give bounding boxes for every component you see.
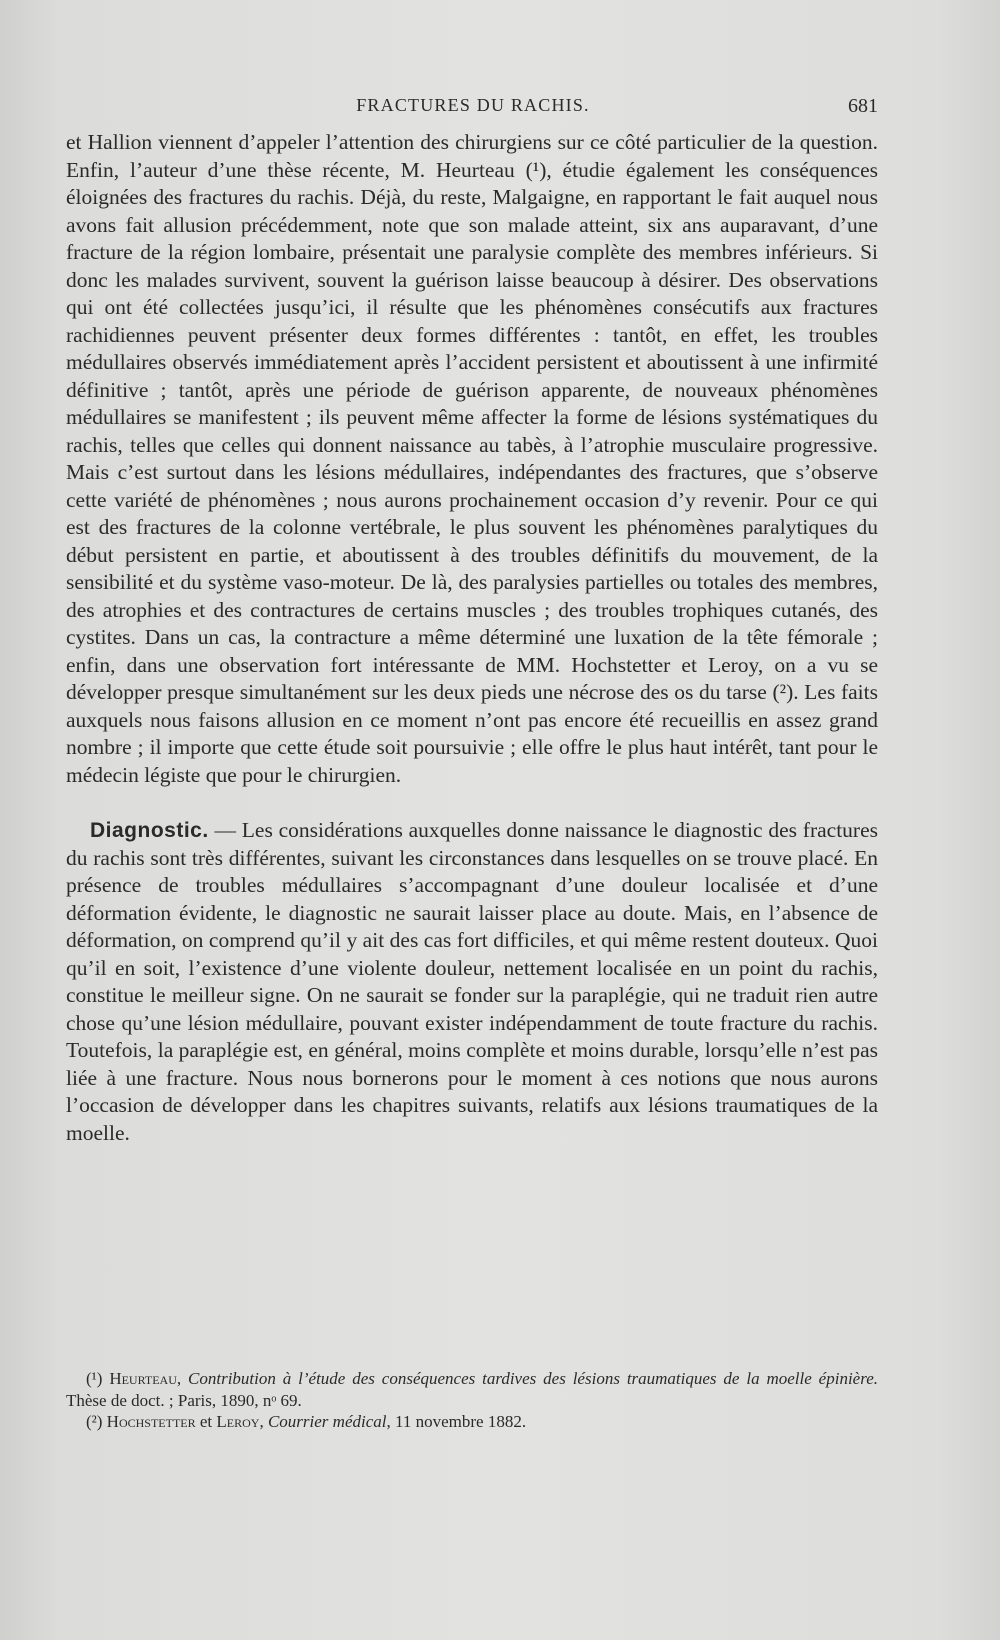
footnote — [66, 1368, 878, 1411]
footnote-details: Thèse de doct. ; Paris, 1890, nᵒ 69. — [66, 1390, 302, 1410]
footnote-author: Heurteau — [109, 1369, 177, 1388]
section-heading: Diagnostic. — [90, 819, 209, 842]
footnote — [66, 1411, 878, 1433]
footnote-separator: , — [259, 1412, 268, 1431]
footnote-title: Courrier médical — [267, 1412, 387, 1431]
footnote-mark: (¹) — [86, 1369, 103, 1388]
diagnostic-paragraph — [66, 817, 878, 1147]
body-text — [66, 129, 878, 1147]
footnote-author: Leroy — [216, 1412, 260, 1431]
footnotes — [66, 1368, 878, 1433]
section-text: — Les considérations auxquelles donne naissance le diagnostic des fractures du rachis sont très différentes, suivant les circonstances dans lesquelles on se trouve placé. En présence de troubles médullaires s’accompagnant d’une douleur localisée et d’une déformation évidente, le diagnostic ne saurait laisser place au doute. Mais, en l’absence de déformation, on comprend qu’il y ait des cas fort difficiles, et qui même restent douteux. Quoi qu’il en soit, l’existence d’une violente douleur, nettement localisée en un point du rachis, constitue le meilleur signe. On ne saurait se fonder sur la paraplégie, qui ne traduit rien autre chose qu’une lésion médullaire, pouvant exister indépendamment de toute fracture du rachis. Toutefois, la paraplégie est, en général, moins complète et moins durable, lorsqu’elle n’est pas liée à une fracture. Nous nous bornerons pour le moment à ces notions que nous aurons l’occasion de développer dans les chapitres suivants, relatifs aux lésions traumatiques de la moelle. — [66, 818, 878, 1145]
footnote-title: Contribution à l’étude des conséquences tardives des lésions traumatiques de la moelle épinière. — [188, 1369, 878, 1388]
footnote-details: , 11 novembre 1882. — [386, 1412, 527, 1431]
footnote-mark: (²) — [86, 1412, 103, 1431]
page-number: 681 — [848, 95, 878, 117]
running-title: FRACTURES DU RACHIS. — [356, 95, 590, 115]
page-header — [68, 95, 878, 125]
footnote-conjunction: et — [195, 1412, 217, 1431]
paragraph: et Hallion viennent d’appeler l’attention des chirurgiens sur ce côté particulier de la question. Enfin, l’auteur d’une thèse récente, M. Heurteau (¹), étudie également les conséquences éloignées des fractures du rachis. Déjà, du reste, Malgaigne, en rapportant le fait auquel nous avons fait allusion précédemment, note que son malade atteint, six ans auparavant, d’une fracture de la région lombaire, présentait une paralysie complète des membres inférieurs. Si donc les malades survivent, souvent la guérison laisse beaucoup à désirer. Des observations qui ont été collectées jusqu’ici, il résulte que les phénomènes consécutifs aux fractures rachidiennes peuvent présenter deux formes différentes : tantôt, en effet, les troubles médullaires observés immédiatement après l’accident persistent et aboutissent à une infirmité définitive ; tantôt, après une période de guérison apparente, de nouveaux phénomènes médullaires se manifestent ; ils peuvent même affecter la forme de lésions systématiques du rachis, telles que celles qui donnent naissance au tabès, à l’atrophie musculaire progressive. Mais c’est surtout dans les lésions médullaires, indépendantes des fractures, que s’observe cette variété de phénomènes ; nous aurons prochainement occasion d’y revenir. Pour ce qui est des fractures de la colonne vertébrale, le plus souvent les phénomènes paralytiques du début persistent en partie, et aboutissent à des troubles définitifs du mouvement, de la sensibilité et du système vaso-moteur. De là, des paralysies partielles ou totales des membres, des atrophies et des contractures de certains muscles ; des troubles trophiques cutanés, des cystites. Dans un cas, la contracture a même déterminé une luxation de la tête fémorale ; enfin, dans une observation fort intéressante de MM. Hochstetter et Leroy, on a vu se développer presque simultanément sur les deux pieds une nécrose des os du tarse (²). Les faits auxquels nous faisons allusion en ce moment n’ont pas encore été recueillis en assez grand nombre ; il importe que cette étude soit poursuivie ; elle offre le plus haut intérêt, tant pour le médecin légiste que pour le chirurgien. — [66, 130, 878, 787]
footnote-author: Hochstetter — [106, 1412, 196, 1431]
footnote-separator: , — [176, 1369, 189, 1388]
